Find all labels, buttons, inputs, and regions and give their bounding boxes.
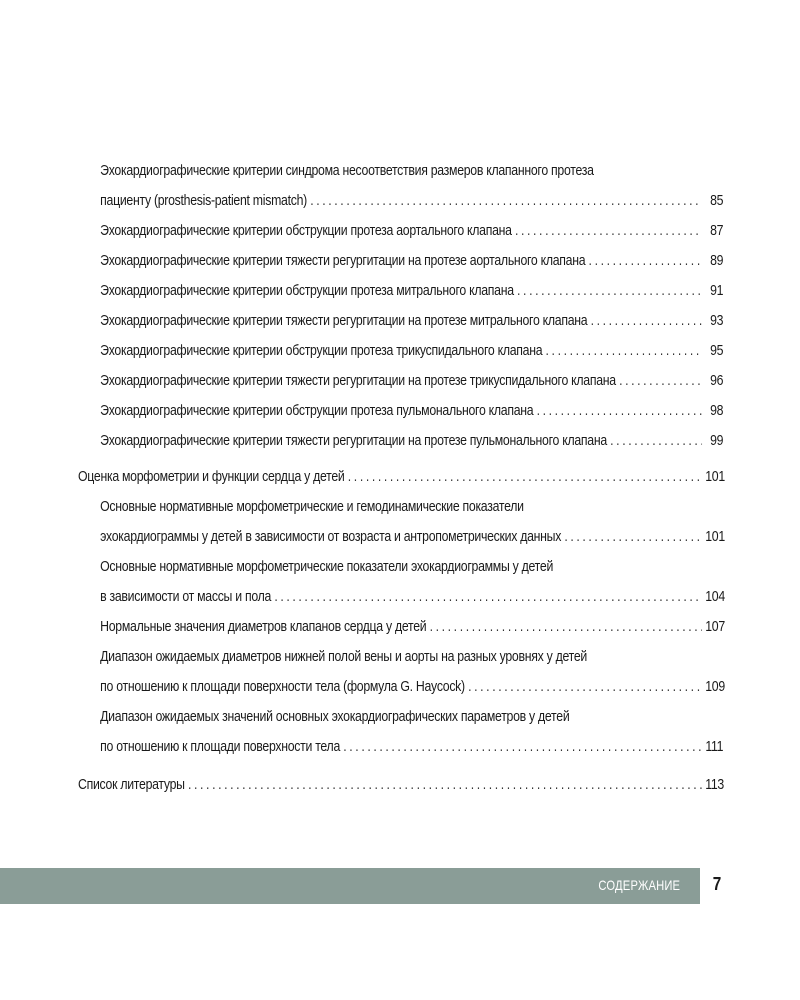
dot-leader	[515, 216, 702, 246]
toc-entry-label: Эхокардиографические критерии обструкции протеза трикуспидального клапана	[100, 342, 543, 359]
toc-entry[interactable]	[78, 582, 723, 612]
toc-entry-page: 95	[710, 342, 724, 359]
toc-entry-label: Эхокардиографические критерии тяжести регургитации на протезе аортального клапана	[100, 252, 586, 269]
toc-entry-page: 107	[705, 618, 725, 635]
dot-leader	[517, 276, 702, 306]
toc-entry-line1: Основные нормативные морфометрические и гемодинамические показатели	[100, 498, 524, 515]
toc-entry-line1: Эхокардиографические критерии синдрома несоответствия размеров клапанного протеза	[100, 162, 594, 179]
toc-entry[interactable]	[78, 186, 723, 216]
toc-entry[interactable]	[78, 306, 723, 336]
page-number: 7	[712, 874, 722, 894]
toc-entry-label: Нормальные значения диаметров клапанов сердца у детей	[100, 618, 427, 635]
toc-entry-label: Эхокардиографические критерии тяжести регургитации на протезе трикуспидального клапана	[100, 372, 616, 389]
toc-group-prosthesis	[78, 156, 723, 456]
toc-entry-page: 91	[710, 282, 724, 299]
toc-entry-label: в зависимости от массы и пола	[100, 588, 272, 605]
toc-entry-line1: Диапазон ожидаемых значений основных эхокардиографических параметров у детей	[100, 708, 570, 725]
toc-entry-page: 89	[710, 252, 724, 269]
toc-entry[interactable]	[78, 426, 723, 456]
dot-leader	[610, 426, 702, 456]
dot-leader	[310, 186, 702, 216]
dot-leader	[430, 612, 702, 642]
toc-section-references[interactable]	[78, 770, 723, 800]
toc-entry[interactable]	[78, 276, 723, 306]
toc-entry-page: 98	[710, 402, 724, 419]
toc-section-label: Список литературы	[78, 776, 185, 793]
dot-leader	[468, 672, 702, 702]
toc-entry-page: 104	[705, 588, 725, 605]
toc-entry-label: по отношению к площади поверхности тела	[100, 738, 341, 755]
dot-leader	[591, 306, 702, 336]
dot-leader	[343, 732, 702, 762]
toc-entry[interactable]	[78, 522, 723, 552]
toc-section-page: 113	[705, 776, 724, 793]
dot-leader	[348, 462, 702, 492]
toc-group-pediatric	[78, 492, 723, 762]
toc-entry[interactable]	[78, 216, 723, 246]
toc-entry-page: 99	[710, 432, 724, 449]
dot-leader	[546, 336, 702, 366]
toc-entry-label: пациенту (prosthesis-patient mismatch)	[100, 192, 307, 209]
dot-leader	[274, 582, 702, 612]
toc-section-page: 101	[705, 468, 725, 485]
toc-entry[interactable]	[78, 336, 723, 366]
table-of-contents	[78, 156, 723, 800]
toc-entry-label: Эхокардиографические критерии тяжести регургитации на протезе митрального клапана	[100, 312, 588, 329]
toc-entry-page: 85	[710, 192, 724, 209]
footer-bar	[0, 868, 700, 904]
footer-section-title: СОДЕРЖАНИЕ	[598, 877, 680, 893]
toc-entry[interactable]	[78, 732, 723, 762]
dot-leader	[188, 770, 702, 800]
dot-leader	[619, 366, 702, 396]
toc-entry-label: эхокардиограммы у детей в зависимости от возраста и антропометрических данных	[100, 528, 562, 545]
toc-entry-page: 109	[705, 678, 725, 695]
toc-section-pediatric[interactable]	[78, 462, 723, 492]
toc-section-label: Оценка морфометрии и функции сердца у детей	[78, 468, 345, 485]
toc-entry-page: 96	[710, 372, 724, 389]
toc-entry[interactable]	[78, 612, 723, 642]
dot-leader	[537, 396, 702, 426]
toc-entry-label: Эхокардиографические критерии обструкции протеза пульмонального клапана	[100, 402, 534, 419]
toc-entry-page: 111	[705, 738, 724, 755]
toc-entry-line1: Диапазон ожидаемых диаметров нижней полой вены и аорты на разных уровнях у детей	[100, 648, 587, 665]
toc-entry[interactable]	[78, 366, 723, 396]
toc-entry-label: по отношению к площади поверхности тела (формула G. Haycock)	[100, 678, 465, 695]
toc-entry[interactable]	[78, 396, 723, 426]
toc-entry-label: Эхокардиографические критерии обструкции протеза митрального клапана	[100, 282, 514, 299]
toc-entry[interactable]	[78, 246, 723, 276]
toc-entry-page: 93	[710, 312, 724, 329]
toc-entry[interactable]	[78, 672, 723, 702]
dot-leader	[589, 246, 702, 276]
toc-entry-label: Эхокардиографические критерии тяжести регургитации на протезе пульмонального клапана	[100, 432, 607, 449]
dot-leader	[564, 522, 702, 552]
toc-entry-label: Эхокардиографические критерии обструкции протеза аортального клапана	[100, 222, 512, 239]
toc-entry-page: 101	[705, 528, 725, 545]
toc-entry-line1: Основные нормативные морфометрические показатели эхокардиограммы у детей	[100, 558, 554, 575]
toc-entry-page: 87	[710, 222, 724, 239]
